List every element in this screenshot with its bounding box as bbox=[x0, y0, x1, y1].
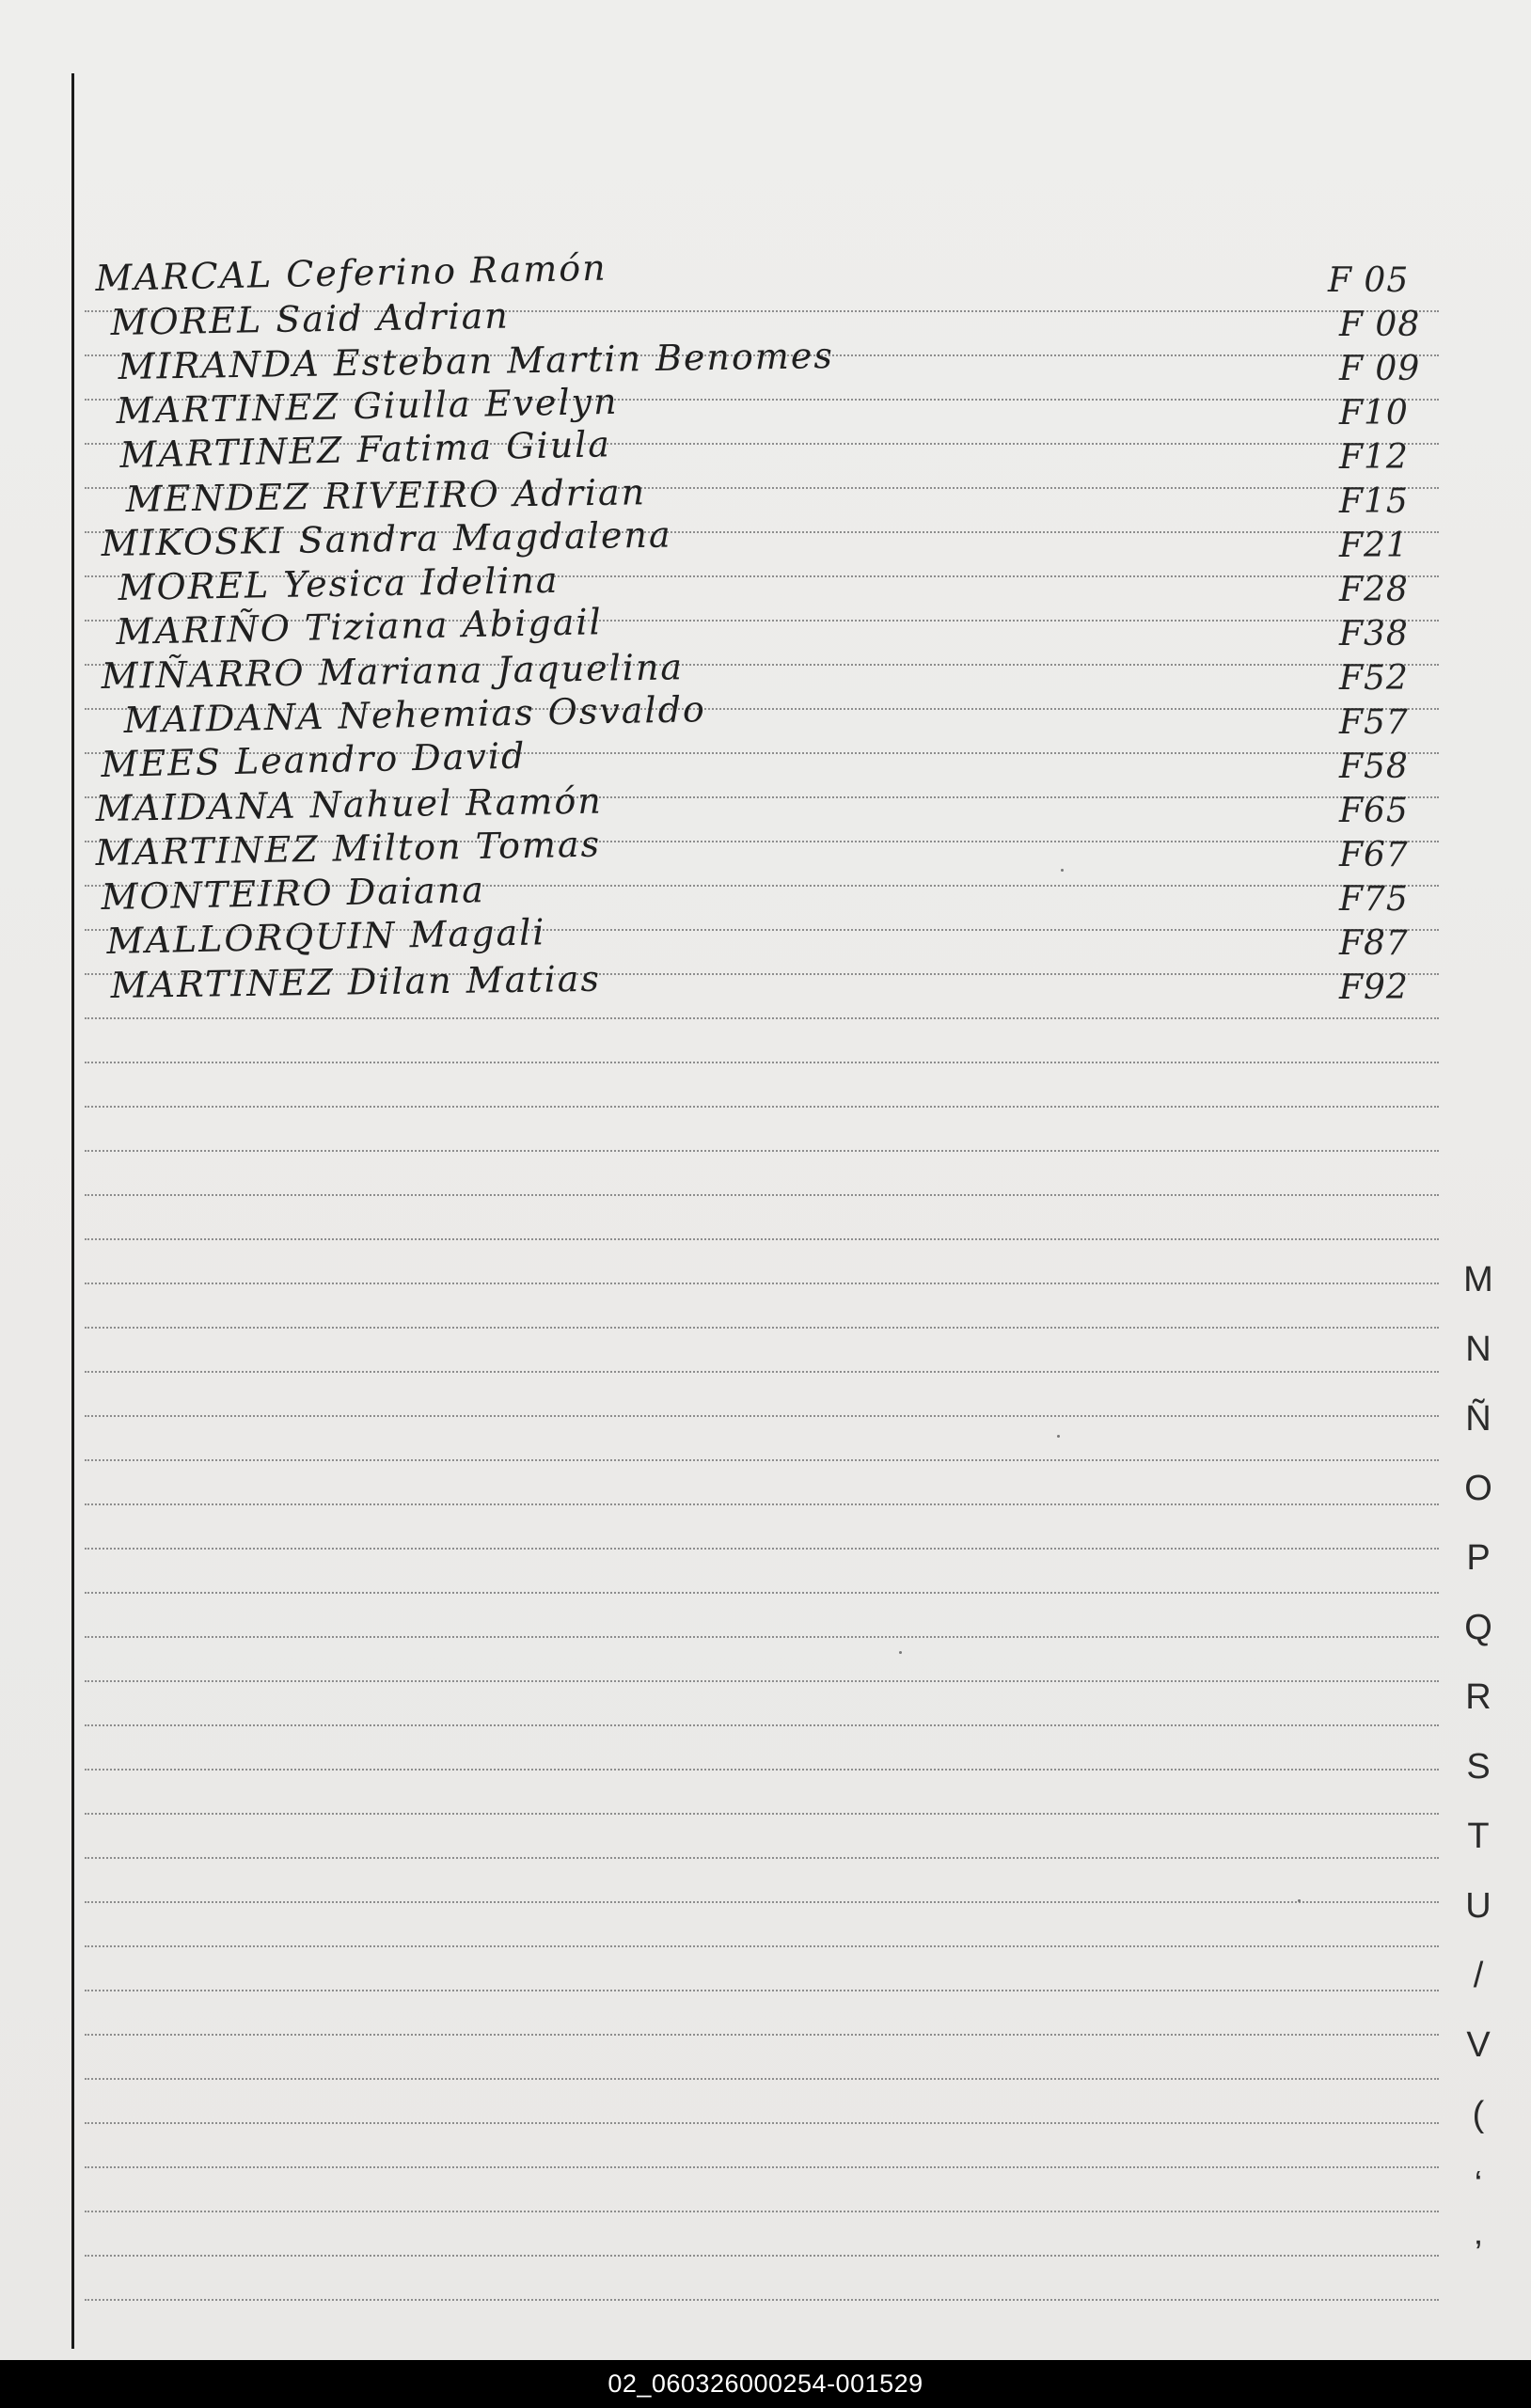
student-name: MARTINEZ Fatima Giula bbox=[119, 423, 612, 476]
index-letter: M bbox=[1463, 1260, 1493, 1299]
ruled-line bbox=[85, 1548, 1439, 1550]
index-letter: U bbox=[1465, 1886, 1492, 1926]
ruled-line bbox=[85, 1459, 1439, 1461]
student-name: MIRANDA Esteban Martin Benomes bbox=[118, 335, 835, 387]
alphabet-index-tab bbox=[1444, 1260, 1512, 2322]
student-name: MIÑARRO Mariana Jaquelina bbox=[101, 646, 685, 697]
ruled-line bbox=[85, 1415, 1439, 1417]
index-letter: Ñ bbox=[1465, 1399, 1492, 1439]
ruled-line bbox=[85, 1503, 1439, 1505]
student-name: MAIDANA Nahuel Ramón bbox=[95, 779, 604, 829]
student-list bbox=[0, 0, 1531, 1053]
index-letter: S bbox=[1466, 1747, 1491, 1786]
index-letter: ’ bbox=[1474, 2234, 1483, 2274]
ruled-line bbox=[85, 1945, 1439, 1947]
ruled-line bbox=[85, 1150, 1439, 1152]
ruled-line bbox=[85, 1371, 1439, 1373]
student-name: MARTINEZ Giulla Evelyn bbox=[116, 380, 619, 432]
student-name: MONTEIRO Daiana bbox=[101, 869, 486, 918]
student-code: F38 bbox=[1339, 615, 1409, 653]
ruled-line bbox=[85, 2299, 1439, 2301]
index-letter: R bbox=[1465, 1677, 1492, 1717]
index-letter: Q bbox=[1464, 1608, 1492, 1647]
student-code: F75 bbox=[1339, 880, 1409, 919]
index-letter: O bbox=[1464, 1469, 1492, 1508]
student-code: F21 bbox=[1339, 527, 1409, 565]
paper-speck bbox=[899, 1651, 902, 1654]
ruled-line bbox=[85, 1106, 1439, 1108]
ruled-line bbox=[85, 2034, 1439, 2036]
student-code: F 05 bbox=[1328, 261, 1410, 300]
student-name: MOREL Yesica Idelina bbox=[118, 559, 560, 608]
ruled-line bbox=[85, 2211, 1439, 2212]
ruled-line bbox=[85, 1901, 1439, 1903]
index-letter: ‘ bbox=[1474, 2164, 1483, 2204]
ruled-line bbox=[85, 2166, 1439, 2168]
student-code: F 08 bbox=[1339, 306, 1421, 344]
student-code: F28 bbox=[1339, 571, 1409, 609]
ruled-line bbox=[85, 1724, 1439, 1726]
ruled-line bbox=[85, 1990, 1439, 1991]
student-name: MARTINEZ Dilan Matias bbox=[110, 957, 602, 1006]
index-letter: V bbox=[1466, 2025, 1491, 2065]
student-code: F57 bbox=[1339, 703, 1409, 742]
ruled-line bbox=[85, 1769, 1439, 1771]
student-code: F67 bbox=[1339, 836, 1409, 874]
paper-speck bbox=[1298, 1899, 1301, 1902]
index-letter: / bbox=[1473, 1956, 1484, 1995]
ruled-line bbox=[85, 1062, 1439, 1063]
ruled-line bbox=[85, 1238, 1439, 1240]
student-name: MAIDANA Nehemias Osvaldo bbox=[123, 688, 707, 741]
index-letter: P bbox=[1466, 1538, 1491, 1578]
student-code: F12 bbox=[1339, 438, 1409, 477]
student-code: F58 bbox=[1339, 748, 1409, 786]
ruled-line bbox=[85, 1194, 1439, 1196]
student-name: MEES Leandro David bbox=[101, 734, 527, 785]
student-code: F15 bbox=[1339, 482, 1409, 521]
student-name: MOREL Said Adrian bbox=[110, 294, 511, 343]
student-name: MALLORQUIN Magali bbox=[106, 911, 546, 962]
ruled-line bbox=[85, 1327, 1439, 1329]
index-letter: T bbox=[1467, 1817, 1490, 1856]
student-code: F52 bbox=[1339, 659, 1409, 698]
student-code: F10 bbox=[1339, 394, 1409, 433]
scan-id-footer: 02_060326000254-001529 bbox=[0, 2360, 1531, 2408]
student-code: F 09 bbox=[1339, 350, 1421, 388]
student-code: F65 bbox=[1339, 792, 1409, 830]
ruled-line bbox=[85, 2255, 1439, 2257]
ruled-line bbox=[85, 2078, 1439, 2080]
ruled-line bbox=[85, 2122, 1439, 2124]
ruled-line bbox=[85, 1857, 1439, 1859]
student-name: MENDEZ RIVEIRO Adrian bbox=[125, 471, 647, 520]
index-letter: N bbox=[1465, 1330, 1492, 1369]
paper-speck bbox=[1057, 1435, 1060, 1438]
student-code: F92 bbox=[1339, 968, 1409, 1007]
paper-speck bbox=[1061, 869, 1064, 872]
student-name: MIKOSKI Sandra Magdalena bbox=[101, 513, 672, 564]
index-letter: ( bbox=[1472, 2095, 1485, 2134]
ruled-line bbox=[85, 1813, 1439, 1815]
ruled-line bbox=[85, 1283, 1439, 1284]
ruled-line bbox=[85, 1592, 1439, 1594]
ruled-line bbox=[85, 1680, 1439, 1682]
student-name: MARCAL Ceferino Ramón bbox=[95, 246, 608, 299]
student-name: MARTINEZ Milton Tomas bbox=[95, 823, 602, 873]
student-name: MARIÑO Tiziana Abigail bbox=[116, 601, 604, 653]
student-code: F87 bbox=[1339, 924, 1409, 963]
ruled-line bbox=[85, 1636, 1439, 1638]
